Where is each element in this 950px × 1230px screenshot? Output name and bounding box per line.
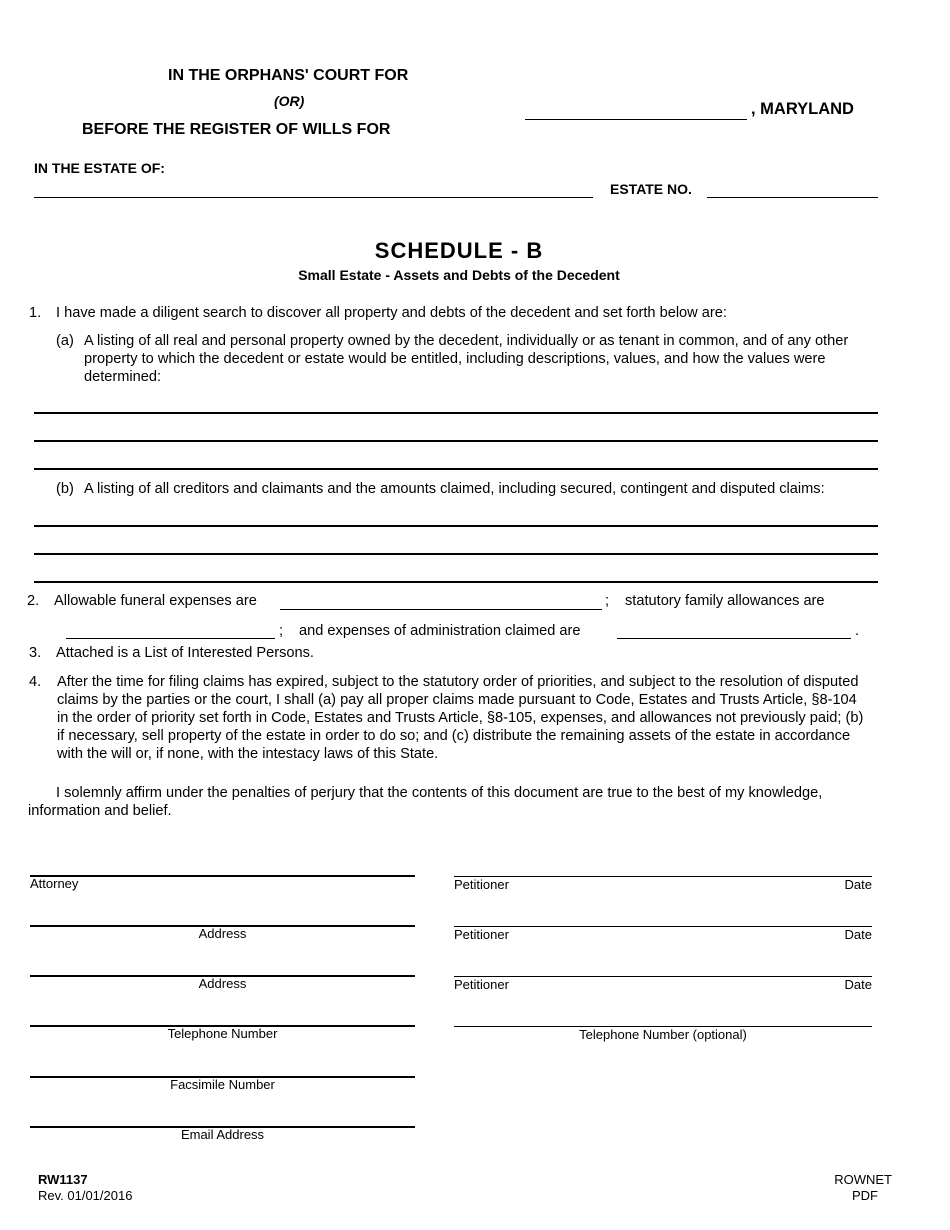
revision-date: Rev. 01/01/2016 — [38, 1188, 133, 1203]
attorney-signature-line[interactable] — [30, 875, 415, 877]
petitioner-label-3: Petitioner — [454, 977, 509, 992]
separator-1: ; — [605, 593, 610, 609]
address-label-2: Address — [198, 976, 247, 991]
estate-of-label: IN THE ESTATE OF: — [34, 160, 165, 176]
facsimile-label: Facsimile Number — [170, 1077, 275, 1092]
petitioner-signature-line-1[interactable] — [454, 876, 872, 877]
date-label-2: Date — [844, 927, 872, 942]
item-1-number: 1. — [29, 305, 42, 321]
item-1-text: I have made a diligent search to discover all property and debts of the decedent and set forth below are: — [56, 305, 727, 321]
item-3-number: 3. — [29, 645, 42, 661]
estate-no-label: ESTATE NO. — [610, 181, 692, 197]
affirmation-text: I solemnly affirm under the penalties of perjury that the contents of this document are true to the best of my knowledge, information and belief. — [28, 785, 823, 819]
assets-line-2[interactable] — [34, 440, 878, 442]
creditors-line-3[interactable] — [34, 581, 878, 583]
schedule-title: SCHEDULE - B — [374, 238, 544, 263]
telephone-label: Telephone Number — [167, 1026, 278, 1041]
separator-2: ; — [279, 623, 284, 639]
court-heading: IN THE ORPHANS' COURT FOR — [168, 67, 409, 84]
family-allowances-label: statutory family allowances are — [625, 593, 825, 609]
attorney-label: Attorney — [30, 876, 79, 891]
admin-expenses-label: and expenses of administration claimed are — [299, 623, 581, 639]
address-label-1: Address — [198, 926, 247, 941]
date-label-1: Date — [844, 877, 872, 892]
funeral-expenses-field[interactable] — [280, 591, 602, 610]
family-allowances-field[interactable] — [66, 620, 275, 639]
item-4-number: 4. — [29, 674, 42, 690]
state-label: , MARYLAND — [751, 100, 854, 118]
or-label: (OR) — [274, 93, 305, 109]
item-1a-text: A listing of all real and personal property owned by the decedent, individually or as tenant in common, and of any other property to which the decedent or estate would be entitled, including descriptions, values, and how the values were determined: — [84, 333, 849, 385]
assets-line-3[interactable] — [34, 468, 878, 470]
petitioner-label-1: Petitioner — [454, 877, 509, 892]
item-1a-label: (a) — [56, 333, 74, 349]
petitioner-signature-line-2[interactable] — [454, 926, 872, 927]
creditors-line-2[interactable] — [34, 553, 878, 555]
item-2-number: 2. — [27, 593, 40, 609]
funeral-expenses-label: Allowable funeral expenses are — [54, 593, 257, 609]
schedule-subtitle: Small Estate - Assets and Debts of the Decedent — [298, 267, 620, 283]
date-label-3: Date — [844, 977, 872, 992]
estate-number-field[interactable] — [707, 179, 878, 198]
period: . — [855, 623, 860, 639]
item-1b-text: A listing of all creditors and claimants and the amounts claimed, including secured, contingent and disputed claims: — [84, 481, 825, 497]
email-label: Email Address — [180, 1127, 265, 1142]
item-4-text: After the time for filing claims has expired, subject to the statutory order of priorities, and subject to the resolution of disputed claims by the parties or the court, I shall (a) pay all proper claims made pursuant to Code, Estates and Trusts Article, §8-104 in the order of priority set forth in Code, Estates and Trusts Article, §8-105, expenses, and allowances not previously paid; (b) if necessary, sell property of the estate in order to do so; and (c) distribute the remaining assets of the estate in accordance with the will or, if none, with the intestacy laws of this State. — [57, 674, 864, 762]
admin-expenses-field[interactable] — [617, 620, 851, 639]
item-3-text: Attached is a List of Interested Persons. — [56, 645, 314, 661]
form-number: RW1137 — [38, 1172, 88, 1187]
assets-line-1[interactable] — [34, 412, 878, 414]
petitioner-signature-line-3[interactable] — [454, 976, 872, 977]
petitioner-label-2: Petitioner — [454, 927, 509, 942]
county-field[interactable] — [525, 101, 747, 120]
source-label: ROWNET — [834, 1172, 892, 1187]
creditors-line-1[interactable] — [34, 525, 878, 527]
item-1b-label: (b) — [56, 481, 74, 497]
telephone-optional-label: Telephone Number (optional) — [579, 1027, 747, 1042]
format-label: PDF — [852, 1188, 878, 1203]
decedent-name-field[interactable] — [34, 179, 593, 198]
register-heading: BEFORE THE REGISTER OF WILLS FOR — [82, 121, 391, 138]
